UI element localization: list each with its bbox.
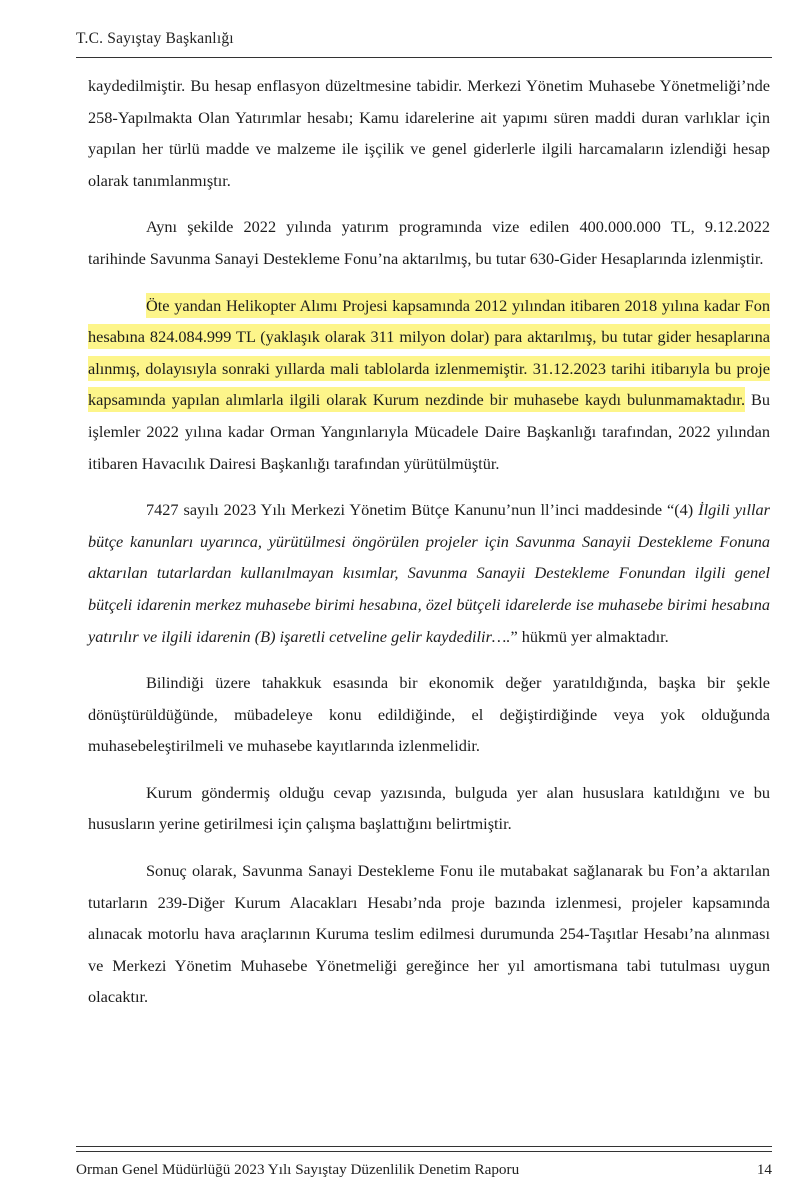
paragraph-7: Sonuç olarak, Savunma Sanayi Destekleme Fonu ile mutabakat sağlanarak bu Fon’a aktarılan tutarların 239-Diğer Kurum Alacakları Hesabı’nda proje bazında izlenmesi, projeler kapsamında alınacak motorlu hava araçlarının Kuruma teslim edilmesi durumunda 254-Taşıtlar Hesabı’na alınması ve Merkezi Yönetim Muhasebe Yönetmeliği gereğince her yıl amortismana tabi tutulması uygun olacaktır. [88, 861, 770, 1007]
paragraph-5: Bilindiği üzere tahakkuk esasında bir ekonomik değer yaratıldığında, başka bir şekle dönüştürüldüğünde, mübadeleye konu edildiğinde, el değiştirdiğinde veya yok olduğunda muhasebeleştirilmeli ve muhasebe kayıtlarında izlenmelidir. [88, 673, 770, 756]
law-quote: İlgili yıllar bütçe kanunları uyarınca, yürütülmesi öngörülen projeler için Savunma Sanayii Destekleme Fonuna aktarılan tutarlardan kullanılmayan kısımlar, Savunma Sanayii Destekleme Fonundan ilgili genel bütçeli idarenin merkez muhasebe birimi hesabına, özel bütçeli idarelerde ise muhasebe birimi hesabına yatırılır ve ilgili idarenin (B) işaretli cetveline gelir kaydedilir…. [88, 500, 771, 646]
footer-report-title: Orman Genel Müdürlüğü 2023 Yılı Sayıştay Düzenlilik Denetim Raporu [76, 1161, 520, 1178]
paragraph-4-outro: ” hükmü yer almaktadır. [510, 626, 669, 646]
paragraph-3 [88, 290, 770, 480]
footer-divider [76, 1146, 772, 1152]
paragraph-6: Kurum göndermiş olduğu cevap yazısında, bulguda yer alan hususlara katıldığını ve bu hususların yerine getirilmesi için çalışma başlattığını belirtmiştir. [88, 782, 770, 834]
paragraph-4-intro: 7427 sayılı 2023 Yılı Merkezi Yönetim Bütçe Kanunu’nun ll’inci maddesinde “(4) [146, 500, 699, 520]
highlighted-text: Öte yandan Helikopter Alımı Projesi kapsamında 2012 yılından itibaren 2018 yılına kadar Fon hesabına 824.084.999 TL (yaklaşık olarak 311 milyon dolar) para aktarılmış, bu tutar gider hesaplarına alınmış, dolayısıyla sonraki yıllarda mali tablolarda izlenmemiştir. 31.12.2023 tarihi itibarıyla bu proje kapsamında yapılan alımlarla ilgili olarak Kurum nezdinde bir muhasebe kaydı bulunmamaktadır. [88, 293, 770, 413]
paragraph-1: kaydedilmiştir. Bu hesap enflasyon düzeltmesine tabidir. Merkezi Yönetim Muhasebe Yönetmeliği’nde 258-Yapılmakta Olan Yatırımlar hesabı; Kamu idarelerine ait yapımı süren maddi duran varlıklar için yapılan her türlü madde ve malzeme ile işçilik ve genel giderlerle ilgili harcamaların izlendiği hesap olarak tanımlanmıştır. [88, 76, 770, 190]
header-divider [76, 57, 772, 58]
paragraph-2: Aynı şekilde 2022 yılında yatırım programında vize edilen 400.000.000 TL, 9.12.2022 tarihinde Savunma Sanayi Destekleme Fonu’na aktarılmış, bu tutar 630-Gider Hesaplarında izlenmiştir. [88, 217, 770, 268]
header-title: T.C. Sayıştay Başkanlığı [76, 30, 234, 47]
page-number: 14 [756, 1161, 772, 1178]
paragraph-4 [88, 494, 770, 652]
document-body [88, 70, 770, 1028]
paragraph-3-rest: Bu işlemler 2022 yılına kadar Orman Yangınlarıyla Mücadele Daire Başkanlığı tarafından, 2022 yılından itibaren Havacılık Dairesi Başkanlığı tarafından yürütülmüştür. [88, 390, 770, 473]
